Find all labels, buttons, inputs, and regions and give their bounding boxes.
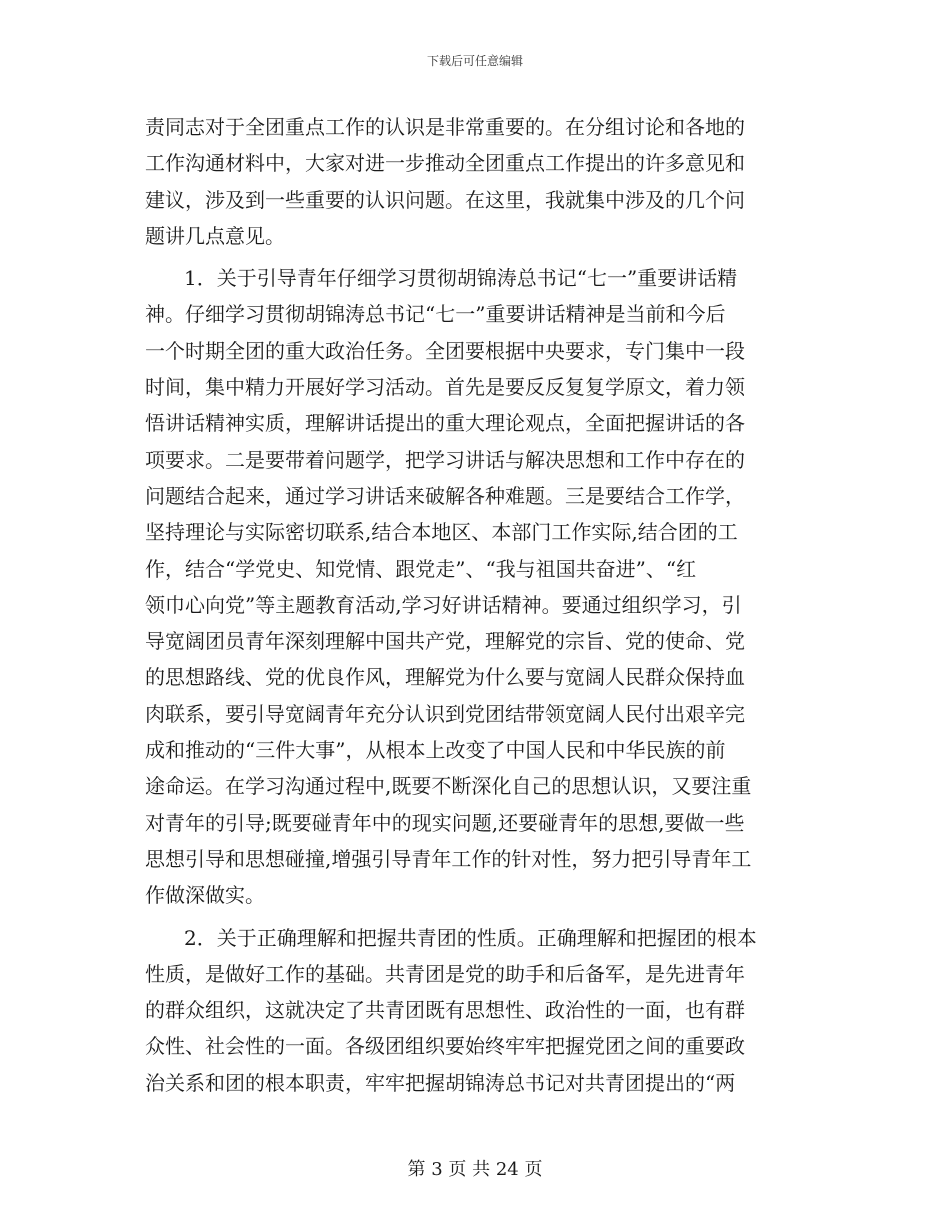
body-text-line: 建议，涉及到一些重要的认识问题。在这里，我就集中涉及的几个问 xyxy=(145,187,745,212)
body-text-line: 治关系和团的根本职责，牢牢把握胡锦涛总书记对共青团提出的“两 xyxy=(145,1070,736,1095)
body-text-line: 的思想路线、党的优良作风，理解党为什么要与宽阔人民群众保持血 xyxy=(145,665,745,690)
body-text-line: 肉联系，要引导宽阔青年充分认识到党团结带领宽阔人民付出艰辛完 xyxy=(145,701,745,726)
body-text-line: 责同志对于全团重点工作的认识是非常重要的。在分组讨论和各地的 xyxy=(145,115,745,139)
body-text-line: 成和推动的“三件大事”，从根本上改变了中国人民和中华民族的前 xyxy=(145,738,726,763)
document-body xyxy=(145,109,810,1101)
body-text-line: 性质，是做好工作的基础。共青团是党的助手和后备军，是先进青年 xyxy=(145,961,745,986)
body-text-line: 的群众组织，这就决定了共青团既有思想性、政治性的一面，也有群 xyxy=(145,998,745,1023)
body-text-line: 问题结合起来，通过学习讲话来破解各种难题。三是要结合工作学， xyxy=(145,483,745,508)
body-text-line: 2．关于正确理解和把握共青团的性质。正确理解和把握团的根本 xyxy=(184,925,757,950)
body-text-line: 领巾心向党”等主题教育活动,学习好讲话精神。要通过组织学习，引 xyxy=(145,592,742,617)
body-text-line: 工作沟通材料中，大家对进一步推动全团重点工作提出的许多意见和 xyxy=(145,151,745,176)
page-header-note: 下载后可任意编辑 xyxy=(426,54,523,68)
body-text-line: 时间，集中精力开展好学习活动。首先是要反反复复学原文，着力领 xyxy=(145,375,745,400)
body-text-line: 途命运。在学习沟通过程中,既要不断深化自己的思想认识，又要注重 xyxy=(145,774,752,799)
page-number: 第 3 页 共 24 页 xyxy=(407,1159,543,1180)
body-text-line: 1．关于引导青年仔细学习贯彻胡锦涛总书记“七一”重要讲话精 xyxy=(184,266,738,291)
body-text-line: 思想引导和思想碰撞,增强引导青年工作的针对性，努力把引导青年工 xyxy=(145,846,752,871)
body-text-line: 对青年的引导;既要碰青年中的现实问题,还要碰青年的思想,要做一些 xyxy=(145,810,745,835)
body-text-line: 悟讲话精神实质，理解讲话提出的重大理论观点，全面把握讲话的各 xyxy=(145,411,745,436)
body-text-line: 坚持理论与实际密切联系,结合本地区、本部门工作实际,结合团的工 xyxy=(145,520,738,545)
body-text-line: 一个时期全团的重大政治任务。全团要根据中央要求，专门集中一段 xyxy=(145,338,745,363)
body-text-line: 题讲几点意见。 xyxy=(145,223,285,248)
body-text-line: 项要求。二是要带着问题学，把学习讲话与解决思想和工作中存在的 xyxy=(145,447,745,472)
body-text-line: 众性、社会性的一面。各级团组织要始终牢牢把握党团之间的重要政 xyxy=(145,1034,745,1059)
body-text-line: 作，结合“学党史、知党情、跟党走”、“我与祖国共奋进”、“红 xyxy=(145,556,697,581)
body-text-line: 神。仔细学习贯彻胡锦涛总书记“七一”重要讲话精神是当前和今后 xyxy=(145,302,726,327)
body-text-line: 作做深做实。 xyxy=(145,883,265,908)
body-text-line: 导宽阔团员青年深刻理解中国共产党，理解党的宗旨、党的使命、党 xyxy=(145,629,745,654)
